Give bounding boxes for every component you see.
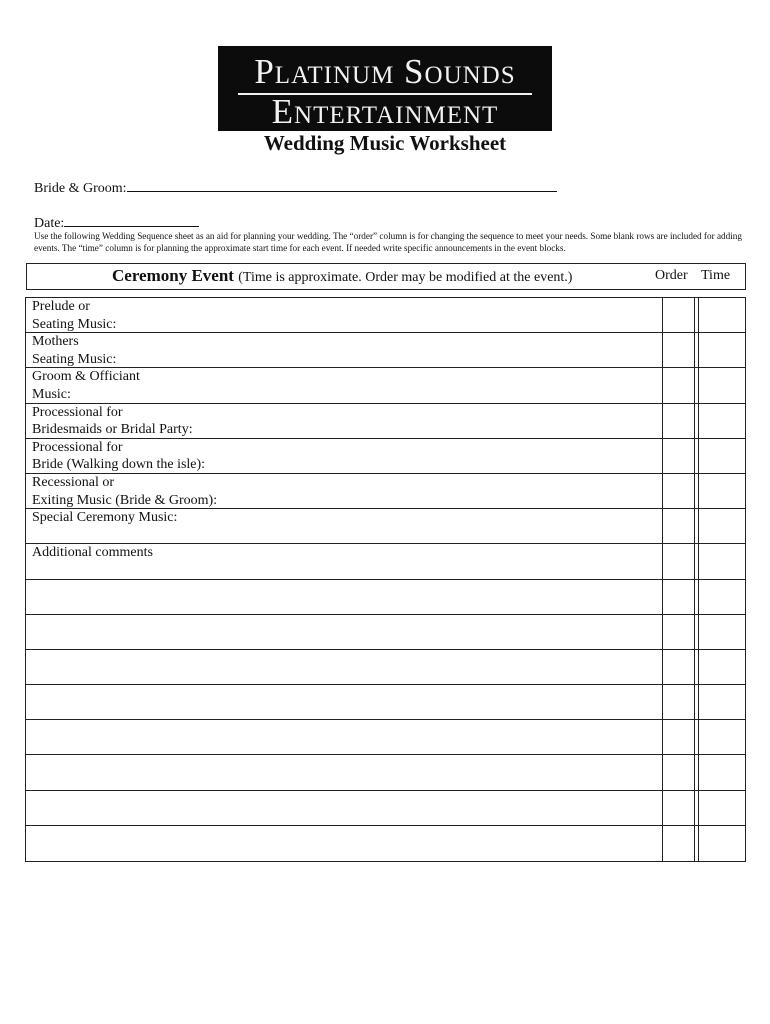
order-cell[interactable] — [663, 791, 695, 825]
table-row — [26, 333, 745, 368]
event-label-line-1: Mothers — [32, 334, 79, 350]
order-cell[interactable] — [663, 615, 695, 649]
event-cell[interactable] — [26, 826, 663, 861]
order-cell[interactable] — [663, 755, 695, 789]
time-cell[interactable] — [699, 580, 745, 614]
time-cell[interactable] — [699, 333, 745, 367]
event-label-line-1: Processional for — [32, 439, 123, 455]
header-title-main: Ceremony Event — [112, 266, 234, 285]
table-row — [26, 509, 745, 544]
event-cell[interactable] — [26, 685, 663, 719]
table-row — [26, 791, 745, 826]
table-header — [26, 263, 746, 290]
event-cell[interactable] — [26, 509, 663, 543]
time-cell[interactable] — [699, 826, 745, 861]
header-note: (Time is approximate. Order may be modified at the event.) — [238, 270, 573, 285]
header-title — [112, 265, 572, 289]
order-cell[interactable] — [663, 368, 695, 402]
event-cell[interactable] — [26, 474, 663, 508]
page-title: Wedding Music Worksheet — [263, 131, 507, 155]
header-time: Time — [701, 268, 731, 283]
time-cell[interactable] — [699, 615, 745, 649]
event-label-line-2: Exiting Music (Bride & Groom): — [32, 492, 218, 508]
time-cell[interactable] — [699, 544, 745, 578]
time-cell[interactable] — [699, 755, 745, 789]
order-cell[interactable] — [663, 580, 695, 614]
event-cell[interactable] — [26, 580, 663, 614]
bride-groom-label: Bride & Groom: — [34, 181, 127, 196]
event-cell[interactable] — [26, 650, 663, 684]
table-row — [26, 720, 745, 755]
table-row — [26, 439, 745, 474]
table-row — [26, 615, 745, 650]
time-cell[interactable] — [699, 650, 745, 684]
event-cell[interactable] — [26, 791, 663, 825]
event-cell[interactable] — [26, 615, 663, 649]
table-row — [26, 826, 745, 861]
time-cell[interactable] — [699, 509, 745, 543]
order-cell[interactable] — [663, 720, 695, 754]
time-cell[interactable] — [699, 720, 745, 754]
time-cell[interactable] — [699, 368, 745, 402]
time-cell[interactable] — [699, 298, 745, 332]
event-label-line-1: Prelude or — [32, 299, 90, 314]
order-cell[interactable] — [663, 650, 695, 684]
order-cell[interactable] — [663, 685, 695, 719]
event-cell[interactable] — [26, 439, 663, 473]
table-row — [26, 404, 745, 439]
event-label-line-1: Groom & Officiant — [32, 369, 140, 385]
table-row — [26, 474, 745, 509]
order-cell[interactable] — [663, 474, 695, 508]
table-row — [26, 298, 745, 333]
bride-groom-input-line[interactable] — [127, 177, 557, 192]
order-cell[interactable] — [663, 544, 695, 578]
table-row — [26, 650, 745, 685]
date-label: Date: — [34, 216, 65, 231]
date-input-line[interactable] — [64, 212, 199, 227]
event-label-line-1: Processional for — [32, 404, 123, 420]
order-cell[interactable] — [663, 333, 695, 367]
events-table — [25, 297, 746, 862]
event-label-line-2: Bride (Walking down the isle): — [32, 457, 206, 473]
table-row — [26, 580, 745, 615]
table-row — [26, 544, 745, 579]
logo-line-1: Platinum Sounds — [254, 52, 516, 91]
logo-line-2: Entertainment — [271, 92, 499, 131]
bride-groom-field — [34, 177, 557, 197]
time-cell[interactable] — [699, 404, 745, 438]
event-label-line-2: Seating Music: — [32, 316, 117, 332]
time-cell[interactable] — [699, 791, 745, 825]
company-logo — [218, 46, 552, 131]
order-cell[interactable] — [663, 404, 695, 438]
date-field — [34, 212, 199, 232]
time-cell[interactable] — [699, 439, 745, 473]
order-cell[interactable] — [663, 439, 695, 473]
event-label-line-2: Music: — [32, 386, 71, 402]
event-cell[interactable] — [26, 755, 663, 789]
event-cell[interactable] — [26, 544, 663, 578]
event-label-line-1: Additional comments — [32, 545, 153, 561]
order-cell[interactable] — [663, 509, 695, 543]
event-cell[interactable] — [26, 404, 663, 438]
time-cell[interactable] — [699, 685, 745, 719]
table-row — [26, 685, 745, 720]
event-cell[interactable] — [26, 368, 663, 402]
order-cell[interactable] — [663, 826, 695, 861]
event-cell[interactable] — [26, 333, 663, 367]
event-label-line-2: Bridesmaids or Bridal Party: — [32, 422, 193, 438]
instructions-text: Use the following Wedding Sequence sheet as an aid for planning your wedding. The “order” column is for changing the sequence to meet your needs. Some blank rows are included for adding events. The “time” column is for planning the approximate start time for each event. If needed write specific announcements in the event blocks. — [34, 231, 742, 253]
table-row — [26, 368, 745, 403]
event-label-line-1: Special Ceremony Music: — [32, 510, 178, 526]
order-cell[interactable] — [663, 298, 695, 332]
event-cell[interactable] — [26, 298, 663, 332]
event-label-line-2: Seating Music: — [32, 351, 117, 367]
event-cell[interactable] — [26, 720, 663, 754]
time-cell[interactable] — [699, 474, 745, 508]
header-order: Order — [655, 268, 688, 283]
table-row — [26, 755, 745, 790]
event-label-line-1: Recessional or — [32, 474, 115, 490]
